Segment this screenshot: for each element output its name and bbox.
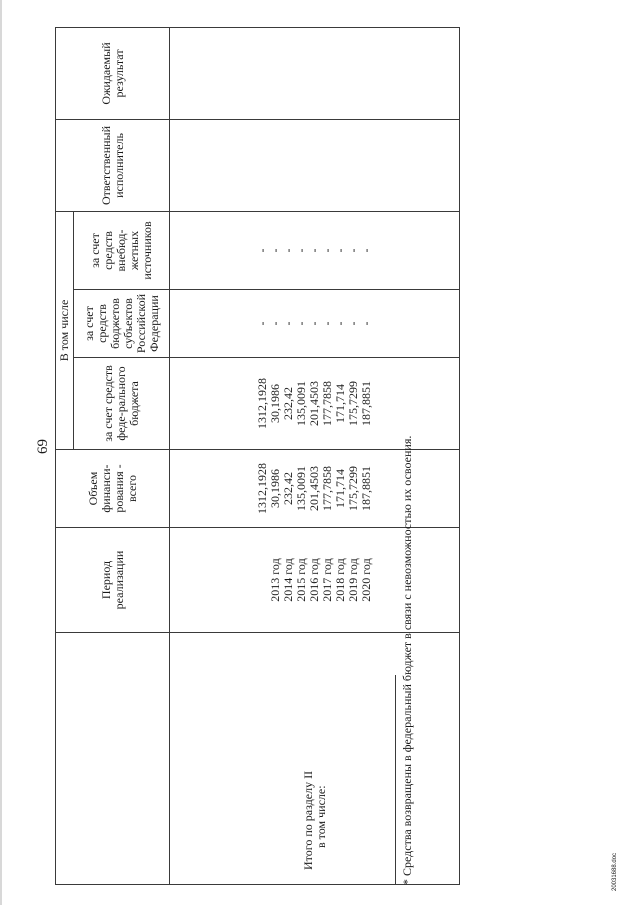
volume-2015: 135,0091: [294, 466, 308, 511]
regional-2019: -: [346, 321, 360, 326]
result-cell: [170, 27, 460, 119]
period-2013: 2013 год: [268, 558, 282, 602]
footnote: * Средства возвращены в федеральный бюджет в связи с невозможностью их освоения.: [400, 435, 414, 885]
executor-cell: [170, 119, 460, 211]
period-2016: 2016 год: [307, 558, 321, 602]
extra-total: -: [255, 248, 269, 253]
federal-2013: 30,1986: [268, 384, 282, 423]
header-federal: за счет средств феде-рального бюджета: [74, 358, 170, 450]
page-number: 69: [35, 439, 51, 454]
document-code: 20031688.doc: [612, 852, 618, 891]
header-result: Ожидаемый результат: [56, 27, 170, 119]
total-label-cell: [170, 633, 460, 885]
volume-2013: 30,1986: [268, 469, 282, 508]
period-2017: 2017 год: [320, 558, 334, 602]
extra-2013: -: [268, 248, 282, 253]
footnote-rule: [395, 675, 396, 885]
header-volume: Объем финанси-рования - всего: [56, 450, 170, 528]
header-name-blank: [56, 633, 170, 885]
extra-column: [170, 211, 460, 289]
volume-2014: 232,42: [281, 472, 295, 505]
regional-total: -: [255, 321, 269, 326]
period-2018: 2018 год: [333, 558, 347, 602]
header-period: Период реализации: [56, 528, 170, 633]
period-2019: 2019 год: [346, 558, 360, 602]
volume-2018: 171,714: [333, 469, 347, 508]
federal-2020: 187,8851: [359, 381, 373, 426]
regional-2014: -: [281, 321, 295, 326]
volume-2019: 175,7299: [346, 466, 360, 511]
regional-2018: -: [333, 321, 347, 326]
period-column: [170, 528, 460, 633]
total-sublabel: в том числе:: [313, 785, 328, 848]
regional-2017: -: [320, 321, 334, 326]
extra-2017: -: [320, 248, 334, 253]
extra-2018: -: [333, 248, 347, 253]
extra-2020: -: [359, 248, 373, 253]
volume-2016: 201,4503: [307, 466, 321, 511]
regional-column: [170, 290, 460, 358]
regional-2016: -: [307, 321, 321, 326]
federal-2018: 171,714: [333, 384, 347, 423]
volume-total: 1312,1928: [255, 463, 269, 514]
federal-total: 1312,1928: [255, 378, 269, 429]
federal-2017: 177,7858: [320, 381, 334, 426]
federal-2016: 201,4503: [307, 381, 321, 426]
header-regional: за счет средств бюджетов субъектов Российской Федерации: [74, 290, 170, 358]
federal-2015: 135,0091: [294, 381, 308, 426]
header-including: В том числе: [56, 211, 74, 449]
extra-2019: -: [346, 248, 360, 253]
period-2014: 2014 год: [281, 558, 295, 602]
extra-2015: -: [294, 248, 308, 253]
period-2015: 2015 год: [294, 558, 308, 602]
federal-2019: 175,7299: [346, 381, 360, 426]
volume-2017: 177,7858: [320, 466, 334, 511]
header-extra: за счет средств внебюд-жетных источников: [74, 211, 170, 289]
extra-2014: -: [281, 248, 295, 253]
federal-column: [170, 358, 460, 450]
extra-2016: -: [307, 248, 321, 253]
header-executor: Ответственный исполнитель: [56, 119, 170, 211]
volume-2020: 187,8851: [359, 466, 373, 511]
regional-2015: -: [294, 321, 308, 326]
federal-2014: 232,42: [281, 387, 295, 420]
regional-2020: -: [359, 321, 373, 326]
total-label: Итого по разделу II: [300, 770, 315, 870]
volume-column: [170, 450, 460, 528]
regional-2013: -: [268, 321, 282, 326]
period-2020: 2020 год: [359, 558, 373, 602]
